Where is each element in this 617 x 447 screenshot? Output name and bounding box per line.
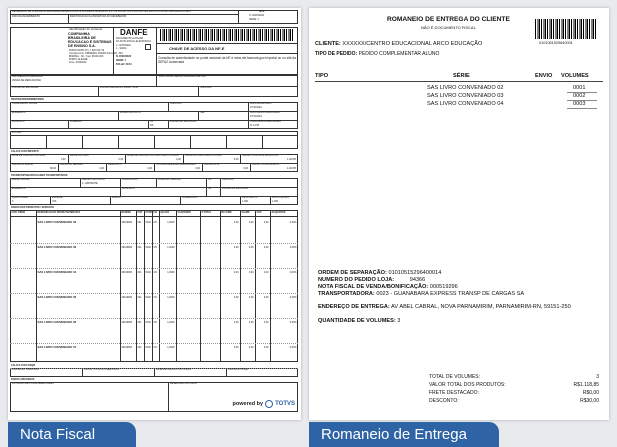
product-cell: 5102 (145, 221, 151, 224)
cep-label: CEP (200, 111, 205, 114)
product-cell: 0,00 (248, 346, 254, 349)
row-volume-underline (567, 108, 597, 109)
product-col-divider (36, 210, 37, 362)
nfe-number: N. 000032020 (249, 14, 265, 17)
product-row-divider (10, 243, 298, 244)
tax-value: 0,00 (147, 167, 152, 170)
header-notice: RECEBEMOS DE COMPANHIA BRASILEIRA DE EDUCACAO E SISTEMAS DE ENSINO S.A. OS PRODUTOS CONSTANTES DA NOTA FISCAL INDICADA AO LADO (12, 10, 191, 13)
total-label: TOTAL DE VOLUMES: (429, 374, 481, 380)
nfe-serie: SERIE: 1 (249, 18, 259, 21)
product-col-divider (240, 210, 241, 362)
district-label: BAIRRO/DISTRITO (120, 111, 141, 114)
romaneio-title: ROMANEIO DE ENTREGA DO CLIENTE (387, 16, 510, 23)
product-cell: 0,00 (248, 271, 254, 274)
address-label: ENDERECO (12, 111, 26, 114)
product-cell: 0,00 (233, 221, 239, 224)
company-address: RODOVIA BR 470, 7.020 KM, 59 (69, 49, 105, 52)
transport-label: UF (208, 187, 212, 190)
product-cell: UN (153, 321, 157, 324)
transport-value: 3 (12, 200, 14, 203)
invoice-label: NOTA FISCAL DE VENDA/BONIFICAÇÃO: (318, 284, 429, 290)
product-cell: 1,0000 (167, 346, 175, 349)
product-cell: 5102 (145, 321, 151, 324)
separation-line (318, 270, 441, 276)
product-cell: 0,00 (233, 321, 239, 324)
product-col-divider (144, 210, 145, 362)
issuer-id-label: Identificação do emitente (69, 27, 103, 31)
transport-value: 0 - EMITENTE (82, 182, 98, 185)
total-label: FRETE DESTACADO: (429, 390, 479, 396)
transport-label: QUANTIDADE (12, 196, 28, 199)
transport-label: MARCA (112, 196, 121, 199)
danfe-sub2: DA NOTA FISCAL ELETRONICA (116, 40, 152, 43)
company-city: IBIRAMA - SC / Cep: 89140-000 (69, 55, 104, 58)
product-col-divider (159, 210, 160, 362)
transport-section: TRANSPORTADOR/VOLUMES TRANSPORTADOS (11, 174, 68, 177)
nfe-barcode (160, 29, 294, 41)
danfe-title: DANFE (120, 28, 148, 37)
carrier-label: TRANSPORTADORA: (318, 291, 375, 297)
company-complement: Complemento: PRIMEIRO ANDAR SALA 301, 304 (69, 52, 123, 55)
client-label: CLIENTE: (315, 41, 341, 47)
product-header: V.TOTAL (201, 211, 212, 214)
consult-text: Consulta de autenticidade no portal nacional da NF-e www.nfe.fazenda.gov.br/portal ou no site da SEFAZ Autorizada (158, 56, 296, 64)
col-shipment: ENVIO (535, 73, 553, 79)
product-col-divider (220, 210, 221, 362)
powered-by-label: powered by (232, 401, 264, 407)
tax-label: VALOR DO ICMS (69, 154, 89, 157)
totvs-logo-icon (265, 400, 273, 408)
exit-time-label: HORA DE ENTRADA/SAIDA (250, 120, 281, 123)
product-cell: 5102 (145, 271, 151, 274)
invoice-label: FATURA (12, 131, 22, 134)
tab-romaneio[interactable]: Romaneio de Entrega (309, 422, 499, 447)
product-cell: 0,00 (263, 346, 269, 349)
product-cell: 5102 (145, 346, 151, 349)
product-header: NCM/SH (121, 211, 131, 214)
danfe-sub1: DOCUMENTO AUXILIAR (116, 37, 144, 40)
transport-value: VOL (52, 200, 57, 203)
row-series: SAS LIVRO CONVENIADO 04 (427, 101, 504, 107)
volume-qty-label: QUANTIDADE DE VOLUMES: (318, 318, 396, 324)
extra-info-label: INFORMACOES COMPLEMENTARES (12, 382, 54, 385)
product-cell: 0,00 (248, 221, 254, 224)
transport-label: UF (208, 178, 212, 181)
danfe-exit: 1 - SAIDA (116, 47, 127, 50)
product-cell: 1,0000 (167, 321, 175, 324)
product-cell: 0,00 (263, 221, 269, 224)
tax-value: 1.118,85 (286, 158, 296, 161)
order-type-line (315, 51, 439, 57)
invoice-value: 000519296 (429, 284, 458, 290)
product-header: CST (137, 211, 143, 214)
product-cell: 041 (137, 221, 142, 224)
nfe-box-label: NF-e (259, 10, 265, 13)
product-cell: UN (153, 296, 157, 299)
product-col-divider (120, 210, 121, 362)
product-cell: UN (153, 346, 157, 349)
invoice-line (318, 284, 458, 290)
transport-label: MUNICIPIO (122, 187, 135, 190)
issuer-cnpj-label: CNPJ/CPF (200, 86, 212, 89)
product-col-divider (200, 210, 201, 362)
product-cell: SAS LIVRO CONVENIADO 05 (37, 295, 77, 299)
product-row-divider (10, 318, 298, 319)
row-series: SAS LIVRO CONVENIADO 03 (427, 93, 504, 99)
company-phone: Fone: 33332222 (69, 61, 87, 64)
product-col-divider (176, 210, 177, 362)
product-cell: 0,00 (233, 296, 239, 299)
order-type-value: PEDIDO COMPLEMENTAR ALUNO (358, 51, 440, 57)
row-volume: 0003 (573, 101, 586, 107)
recipient-section: DESTINATARIO/REMETENTE (11, 98, 44, 101)
tab-nota-fiscal[interactable]: Nota Fiscal (8, 422, 136, 447)
tax-label: VALOR DO FRETE (12, 163, 33, 166)
product-cell: 5102 (145, 296, 151, 299)
state-reg-label: INSCRICAO ESTADUAL (12, 86, 39, 89)
row-volume: 0002 (573, 93, 586, 99)
product-cell: 041 (137, 321, 142, 324)
product-cell: 0,00 (263, 296, 269, 299)
product-cell: UN (153, 246, 157, 249)
phone-label: FONE/FAX (70, 120, 82, 123)
product-cell: 0,00 (248, 321, 254, 324)
powered-by-badge (233, 400, 295, 408)
tax-label: VALOR DO SEGURO (60, 163, 84, 166)
product-cell: SAS LIVRO CONVENIADO 06 (37, 320, 77, 324)
exit-date-label: DATA DE ENTRADA/SAIDA (250, 111, 280, 114)
tax-label: VALOR TOTAL DOS PRODUTOS (242, 154, 279, 157)
tax-value: 0,00 (60, 158, 66, 161)
product-cell: 0,00 (248, 246, 254, 249)
product-cell: 1,0000 (167, 271, 175, 274)
total-value: R$1.118,85 (573, 382, 599, 388)
address-value: AV ABEL CABRAL, NOVA PARNAMIRIM, PARNAMIRIM-RN, 59151-250 (391, 304, 571, 310)
product-cell: 1,0000 (167, 246, 175, 249)
recipient-name-label: NOME/RAZAO SOCIAL (12, 102, 38, 105)
product-row-divider (10, 343, 298, 344)
order-type-label: TIPO DE PEDIDO: (315, 51, 358, 57)
product-cell: 0,00% (289, 246, 297, 249)
product-cell: SAS LIVRO CONVENIADO 07 (37, 345, 77, 349)
transport-label: CODIGO ANTT (122, 178, 139, 181)
state-reg-sub-label: INSC.ESTADUAL DO SUBST.TRIB. (100, 86, 139, 89)
product-header: BC ICMS (221, 211, 232, 214)
transport-label: PESO BRUTO (242, 196, 258, 199)
transport-label: RAZAO SOCIAL (12, 178, 30, 181)
product-header: V.UNITARIO (177, 211, 191, 214)
tax-value: 0,00 (176, 158, 181, 161)
product-cell: 49019900 (121, 221, 133, 224)
product-col-divider (152, 210, 153, 362)
transport-label: ENDERECO (12, 187, 26, 190)
tax-label: VALOR TOTAL DA NOTA (252, 163, 279, 166)
danfe-number: N. 000032020 (116, 55, 132, 58)
romaneio-document (309, 8, 609, 420)
exit-date-value: 07/10/2021 (250, 115, 262, 118)
product-header: V.IPI (256, 211, 262, 214)
reserved-label: RESERVADO AO FISCO (170, 382, 197, 385)
transport-label: NUMERACAO (182, 196, 198, 199)
tax-value: 1.118,85 (286, 167, 296, 170)
emission-date-label: DATA DE EMISSAO (250, 102, 272, 105)
product-cell: SAS LIVRO CONVENIADO 02 (37, 220, 77, 224)
product-header: QUANT. (160, 211, 170, 214)
product-cell: 5102 (145, 246, 151, 249)
tax-label: OUTRAS DESPESAS ACESSORIAS (156, 163, 196, 166)
product-col-divider (136, 210, 137, 362)
tax-value: 80,00 (50, 167, 56, 170)
product-cell: 0,00 (263, 246, 269, 249)
product-header: CFOP (145, 211, 153, 214)
table-header-line (315, 81, 603, 82)
tax-value: 0,00 (99, 167, 104, 170)
product-cell: 49019900 (121, 296, 133, 299)
transport-label: FRETE POR CONTA (82, 178, 105, 181)
transport-value: 1,000 (272, 200, 278, 203)
product-header: COD. PROD (11, 211, 26, 214)
barcode-number: 0101051529640001 (539, 41, 573, 45)
issqn-label: INSCRICAO MUNICIPAL (12, 368, 39, 371)
tax-section: CALCULO DO IMPOSTO (11, 150, 39, 153)
product-cell: UN (153, 221, 157, 224)
store-order-label: NUMERO DO PEDIDO LOJA: (318, 277, 395, 283)
romaneio-barcode (535, 19, 597, 39)
row-volume: 0001 (573, 85, 586, 91)
store-order-line (318, 277, 425, 283)
product-cell: 0,00 (233, 346, 239, 349)
product-cell: 49019900 (121, 246, 133, 249)
total-label: DESCONTO: (429, 398, 459, 404)
transport-label: INSCRICAO ESTADUAL (222, 187, 249, 190)
product-cell: 49019900 (121, 271, 133, 274)
product-col-divider (270, 210, 271, 362)
transport-value: 1,000 (242, 200, 248, 203)
product-cell: 1,0000 (167, 296, 175, 299)
extra-section: DADOS ADICIONAIS (11, 378, 35, 381)
receipt-sign-label: IDENTIFICACAO E ASSINATURA DO RECEBEDOR (70, 15, 127, 18)
product-header: DESCRICAO DO PRODUTO/SERVICO (37, 211, 81, 214)
danfe-type-box (145, 44, 151, 50)
product-cell: SAS LIVRO CONVENIADO 03 (37, 245, 77, 249)
product-col-divider (255, 210, 256, 362)
product-header: UN (153, 211, 157, 214)
store-order-value: 94366 (409, 277, 426, 283)
volume-qty-value: 3 (397, 318, 401, 324)
product-cell: 041 (137, 346, 142, 349)
carrier-line (318, 291, 524, 297)
carrier-value: 0023 - GUANABARA EXPRESS TRANSP DE CARGAS SA (376, 291, 525, 297)
company-name: COMPANHIA BRASILEIRA DE EDUCACAO E SISTEMAS DE ENSINO S.A. (68, 32, 112, 48)
danfe-page: FOLHA: 01/01 (116, 63, 132, 66)
product-header: V.ICMS (241, 211, 250, 214)
tax-label: DESCONTO (108, 163, 122, 166)
row-series: SAS LIVRO CONVENIADO 02 (427, 85, 504, 91)
transport-label: CNPJ/CPF (222, 178, 234, 181)
transport-label: PESO LIQUIDO (272, 196, 290, 199)
address-label: ENDEREÇO DE ENTREGA: (318, 304, 390, 310)
access-key-label: CHAVE DE ACESSO DA NF-E (169, 46, 225, 51)
company-district: PORTO ALEGRE (69, 58, 88, 61)
issqn-section: CALCULO DO ISSQN (11, 364, 36, 367)
separation-value: 01010515296400014 (388, 270, 442, 276)
product-cell: SAS LIVRO CONVENIADO 04 (37, 270, 77, 274)
total-value: R$0,00 (582, 390, 599, 396)
product-cell: 0,00% (289, 221, 297, 224)
exit-time-value: 11:13:55 (250, 124, 260, 127)
product-cell: 49019900 (121, 346, 133, 349)
danfe-serie: SERIE: 1 (116, 59, 126, 62)
transport-label: ESPECIE (52, 196, 63, 199)
tax-label: BASE DE CALCULO DO ICMS SUBSTITUICAO (127, 154, 179, 157)
emission-date-value: 07/10/2021 (250, 106, 262, 109)
ie-label: INSCRICAO ESTADUAL (170, 120, 197, 123)
romaneio-subtitle: NÃO É DOCUMENTO FISCAL (421, 25, 476, 30)
col-series: SÉRIE (453, 73, 470, 79)
tax-label: VALOR DO ICMS SUBSTITUICAO (184, 154, 222, 157)
product-cell: 041 (137, 296, 142, 299)
danfe-entry: 0 - ENTRADA (116, 44, 131, 47)
tax-label: BASE DE CALCULO DO ICMS (12, 154, 46, 157)
receipt-date-label: DATA DE RECEBIMENTO (12, 15, 41, 18)
product-cell: 0,00 (248, 296, 254, 299)
product-cell: UN (153, 271, 157, 274)
product-cell: 0,00% (289, 271, 297, 274)
product-cell: 041 (137, 271, 142, 274)
address-line (318, 304, 571, 310)
product-row-divider (10, 268, 298, 269)
issqn-label: VALOR TOTAL DOS SERVICOS (84, 368, 119, 371)
transport-label: PLACA DO VEICULO (158, 178, 182, 181)
col-type: TIPO (315, 73, 329, 79)
product-cell: 0,00 (233, 246, 239, 249)
product-cell: 0,00 (233, 271, 239, 274)
total-value: 3 (596, 374, 599, 380)
product-cell: 49019900 (121, 321, 133, 324)
product-cell: 0,00 (263, 271, 269, 274)
product-cell: 0,00% (289, 346, 297, 349)
product-cell: 0,00% (289, 296, 297, 299)
total-value: R$30,00 (580, 398, 599, 404)
city-label: MUNICIPIO (12, 120, 25, 123)
brand-name: TOTVS (275, 401, 295, 407)
tax-value: 0,00 (243, 167, 248, 170)
nota-fiscal-document (8, 8, 301, 420)
col-volumes: VOLUMES (561, 73, 589, 79)
total-label: VALOR TOTAL DOS PRODUTOS: (429, 382, 506, 388)
nature-value: VENDA DE MERCADORIA (12, 79, 41, 82)
issqn-label: BASE DE CALCULO DO ISSQN (156, 368, 191, 371)
issqn-label: VALOR DO ISSQN (228, 368, 249, 371)
tax-value: 0,00 (195, 167, 200, 170)
uf-value: RS (150, 124, 154, 127)
recipient-cnpj-label: CNPJ/CPF (170, 102, 182, 105)
client-line (315, 41, 482, 47)
uf-label: UF (150, 120, 154, 123)
volume-qty-line (318, 318, 400, 324)
tax-label: VALOR DO IPI (204, 163, 220, 166)
product-cell: 1,0000 (167, 221, 175, 224)
product-cell: 0,00% (289, 321, 297, 324)
separation-label: ORDEM DE SEPARAÇÃO: (318, 270, 387, 276)
product-header: ALIQUOTAS (271, 211, 286, 214)
tax-value: 0,00 (233, 158, 239, 161)
product-cell: 041 (137, 246, 142, 249)
tax-value: 0,00 (118, 158, 124, 161)
protocol-label: PROTOCOLO DE AUTORIZACAO DE USO (159, 75, 206, 78)
products-section: DADOS DOS PRODUTOS / SERVICOS (11, 206, 54, 209)
product-cell: 0,00 (263, 321, 269, 324)
product-row-divider (10, 293, 298, 294)
client-value: XXXXXX/CENTRO EDUCACIONAL ARCO EDUCAÇÃO (342, 41, 483, 47)
nature-label: NATUREZA DA OPERACAO (12, 75, 43, 78)
